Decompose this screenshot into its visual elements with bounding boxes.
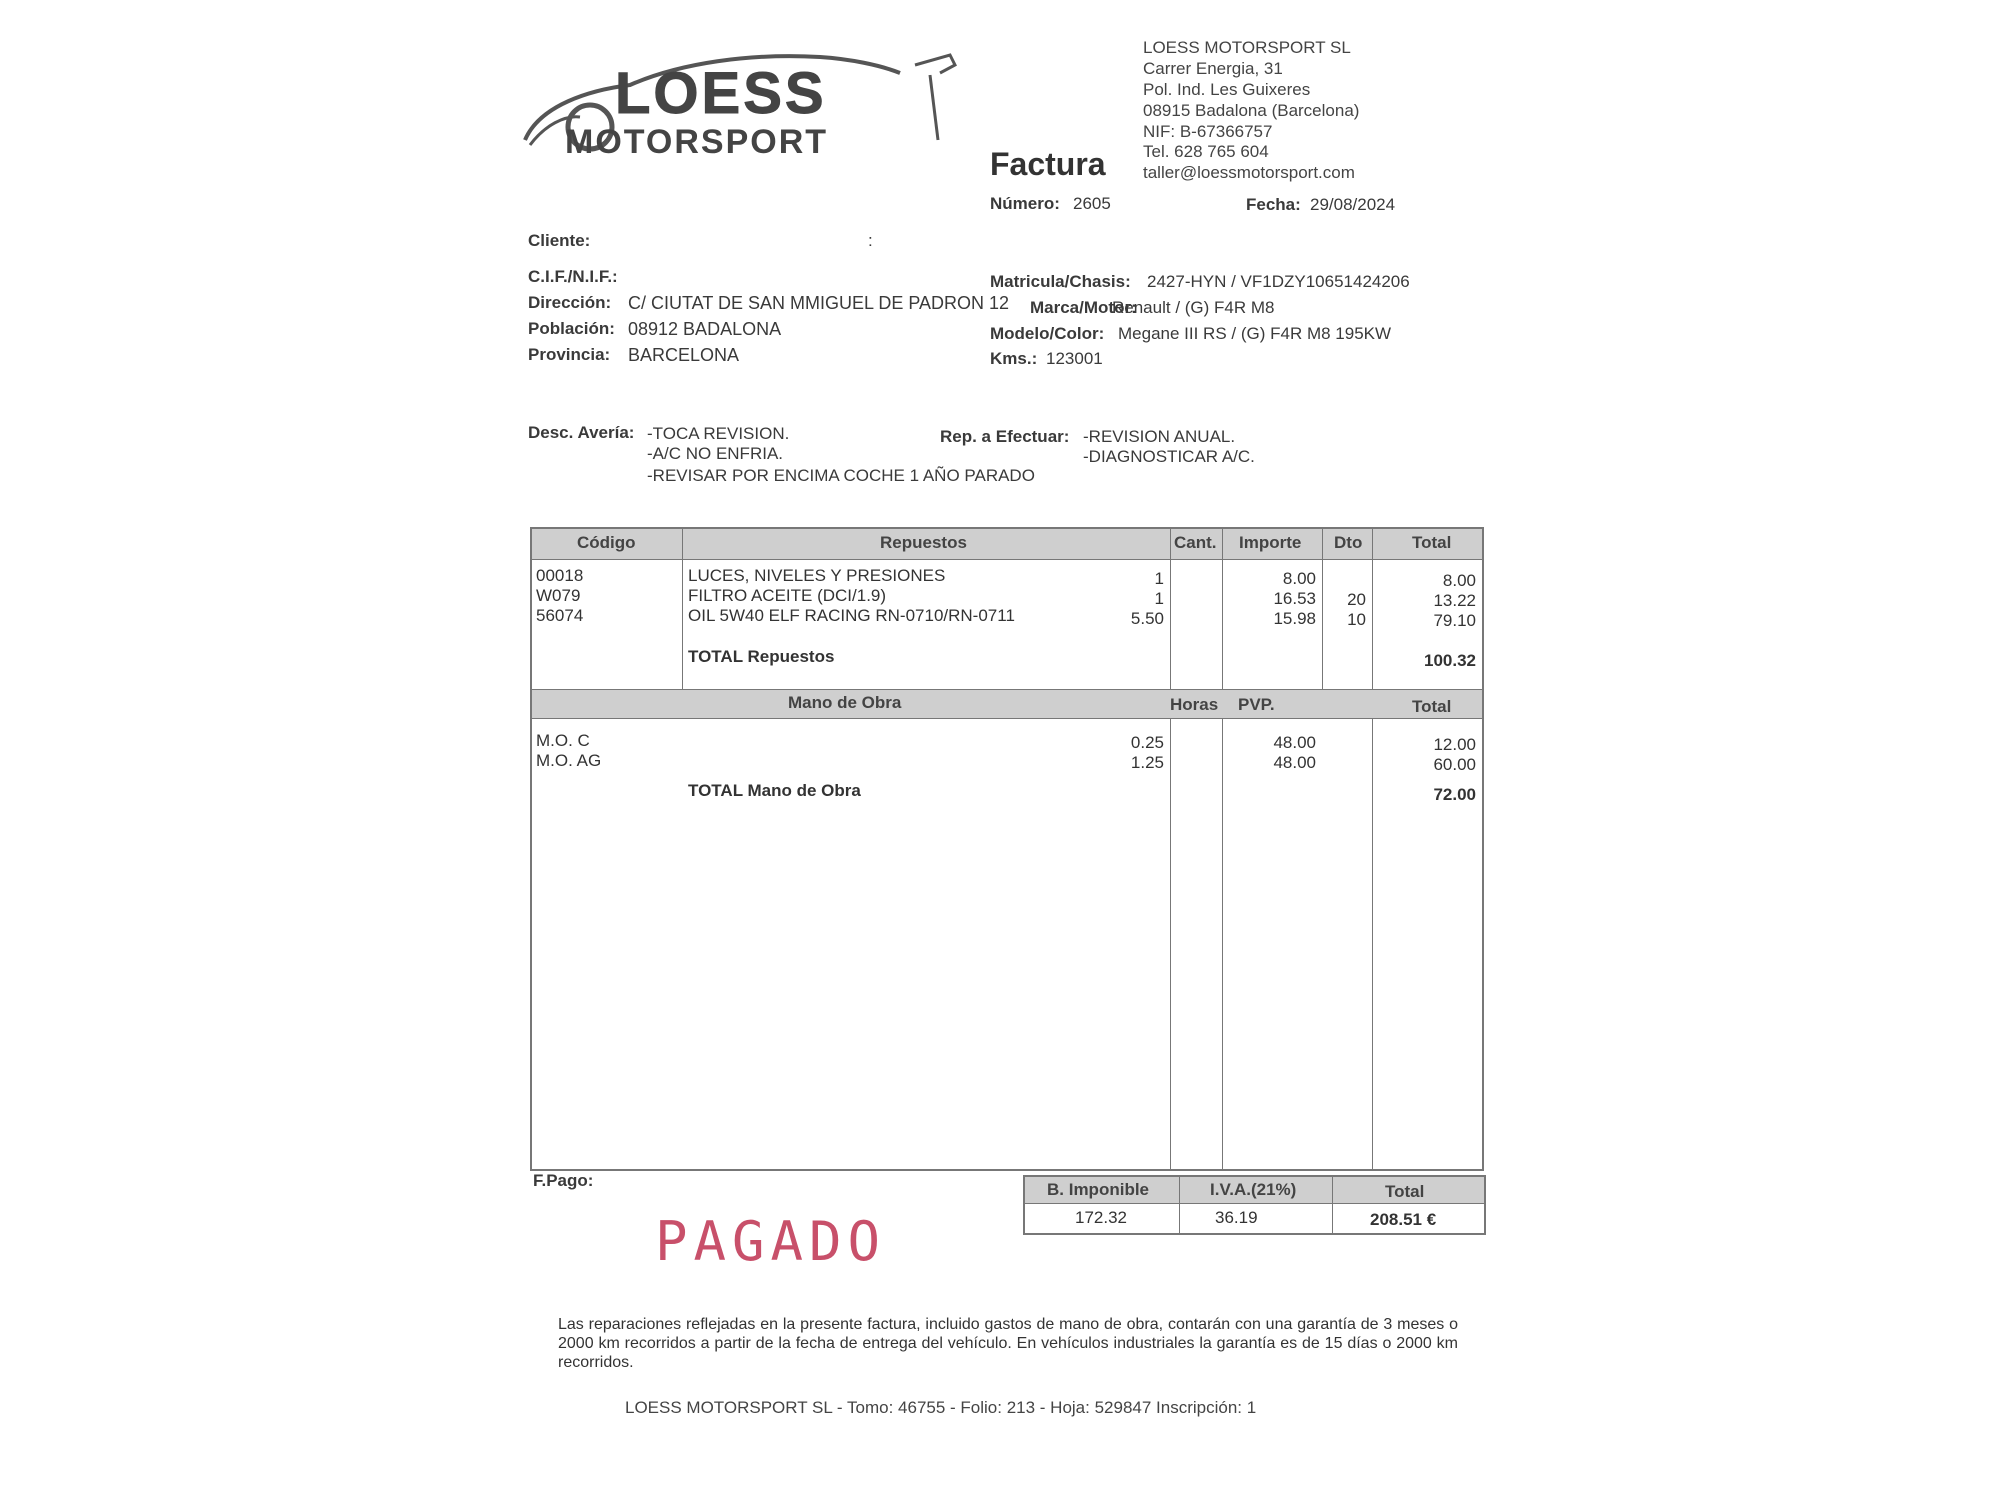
- provincia-label: Provincia:: [528, 345, 611, 364]
- mo-row-2-total: 60.00: [1433, 755, 1476, 774]
- row-1-desc: LUCES, NIVELES Y PRESIONES: [688, 566, 946, 585]
- total-repuestos-value: 100.32: [1424, 651, 1476, 670]
- total-mano-obra-value: 72.00: [1433, 785, 1476, 804]
- header-importe: Importe: [1239, 533, 1302, 552]
- paid-stamp: PAGADO: [655, 1210, 887, 1273]
- totals-header: [1025, 1177, 1484, 1204]
- totals-total-label: Total: [1385, 1182, 1425, 1201]
- svg-text:MOTORSPORT: MOTORSPORT: [565, 123, 829, 161]
- row-1-importe: 8.00: [1282, 569, 1316, 588]
- fpago-label: F.Pago:: [533, 1171, 594, 1190]
- row-1-total: 8.00: [1442, 571, 1476, 590]
- invoice-date: 29/08/2024: [1310, 195, 1396, 214]
- mo-row-1-horas: 0.25: [1130, 733, 1164, 752]
- header-total: Total: [1412, 533, 1452, 552]
- averia-line-3: -REVISAR POR ENCIMA COCHE 1 AÑO PARADO: [647, 466, 1035, 485]
- modelo-label: Modelo/Color:: [990, 324, 1105, 343]
- base-value: 172.32: [1075, 1208, 1127, 1227]
- averia-label: Desc. Avería:: [528, 423, 635, 442]
- company-name: LOESS MOTORSPORT SL: [1143, 38, 1351, 57]
- total-mano-obra-label: TOTAL Mano de Obra: [688, 781, 861, 800]
- averia-line-2: -A/C NO ENFRIA.: [647, 444, 784, 463]
- footer-registry: LOESS MOTORSPORT SL - Tomo: 46755 - Folio: 213 - Hoja: 529847 Inscripción: 1: [625, 1398, 1257, 1417]
- cif-label: C.I.F./N.I.F.:: [528, 267, 618, 286]
- base-label: B. Imponible: [1047, 1180, 1149, 1199]
- repuestos-header: [532, 529, 1482, 560]
- reparacion-label: Rep. a Efectuar:: [940, 427, 1070, 446]
- kms-label: Kms.:: [990, 349, 1038, 368]
- marca-label: Marca/Motor:: [1030, 298, 1137, 317]
- iva-value: 36.19: [1215, 1208, 1258, 1227]
- reparacion-line-1: -REVISION ANUAL.: [1083, 427, 1236, 446]
- mo-row-1-pvp: 48.00: [1273, 733, 1316, 752]
- invoice-number-label: Número:: [990, 194, 1060, 213]
- modelo-value: Megane III RS / (G) F4R M8 195KW: [1118, 324, 1392, 343]
- company-email: taller@loessmotorsport.com: [1143, 163, 1355, 182]
- company-address-3: 08915 Badalona (Barcelona): [1143, 101, 1360, 120]
- iva-label: I.V.A.(21%): [1210, 1180, 1297, 1199]
- mo-row-2-codigo: M.O. AG: [536, 751, 602, 770]
- header-mo-total: Total: [1412, 697, 1452, 716]
- row-3-dto: 10: [1347, 610, 1366, 629]
- row-2-codigo: W079: [536, 586, 581, 605]
- mo-row-2-horas: 1.25: [1130, 753, 1164, 772]
- company-address-2: Pol. Ind. Les Guixeres: [1143, 80, 1311, 99]
- provincia-value: BARCELONA: [628, 345, 740, 365]
- row-2-importe: 16.53: [1273, 589, 1316, 608]
- totals-table: [1023, 1175, 1486, 1235]
- total-repuestos-label: TOTAL Repuestos: [688, 647, 835, 666]
- header-repuestos: Repuestos: [880, 533, 967, 552]
- row-3-cant: 5.50: [1130, 609, 1164, 628]
- client-label: Cliente:: [528, 231, 591, 250]
- row-2-total: 13.22: [1433, 591, 1476, 610]
- direccion-value: C/ CIUTAT DE SAN MMIGUEL DE PADRON 12: [628, 293, 1010, 313]
- poblacion-label: Población:: [528, 319, 615, 338]
- header-cant: Cant.: [1174, 533, 1217, 552]
- car-silhouette-icon: [520, 45, 960, 165]
- company-tel: Tel. 628 765 604: [1143, 142, 1269, 161]
- invoice-number: 2605: [1073, 194, 1111, 213]
- row-1-cant: 1: [1154, 569, 1164, 588]
- kms-value: 123001: [1046, 349, 1103, 368]
- header-horas: Horas: [1170, 695, 1219, 714]
- row-1-codigo: 00018: [536, 566, 584, 585]
- poblacion-value: 08912 BADALONA: [628, 319, 782, 339]
- warranty-text: Las reparaciones reflejadas en la presente factura, incluido gastos de mano de obra, contarán con una garantía de 3 meses o 2000 km recorridos a partir de la fecha de entrega del vehículo. En vehículos industriales la garantía es de 15 días o 2000 km recorridos.: [558, 1316, 1458, 1371]
- row-3-desc: OIL 5W40 ELF RACING RN-0710/RN-0711: [688, 606, 1015, 625]
- averia-line-1: -TOCA REVISION.: [647, 424, 790, 443]
- total-value: 208.51 €: [1370, 1210, 1437, 1229]
- items-table: [530, 527, 1484, 1171]
- reparacion-line-2: -DIAGNOSTICAR A/C.: [1083, 447, 1255, 466]
- mo-row-1-total: 12.00: [1433, 735, 1476, 754]
- header-pvp: PVP.: [1238, 695, 1275, 714]
- invoice-title: Factura: [990, 146, 1106, 182]
- mano-obra-header: [532, 689, 1482, 719]
- svg-text:LOESS: LOESS: [615, 61, 827, 126]
- company-logo: [520, 45, 960, 165]
- row-3-codigo: 56074: [536, 606, 584, 625]
- matricula-value: 2427-HYN / VF1DZY10651424206: [1147, 272, 1410, 291]
- row-2-dto: 20: [1347, 590, 1366, 609]
- mo-row-2-pvp: 48.00: [1273, 753, 1316, 772]
- row-3-total: 79.10: [1433, 611, 1476, 630]
- header-dto: Dto: [1334, 533, 1363, 552]
- mo-row-1-codigo: M.O. C: [536, 731, 590, 750]
- company-address-1: Carrer Energia, 31: [1143, 59, 1283, 78]
- row-2-cant: 1: [1154, 589, 1164, 608]
- matricula-label: Matricula/Chasis:: [990, 272, 1131, 291]
- client-value: :: [868, 231, 873, 250]
- invoice-date-label: Fecha:: [1246, 195, 1301, 214]
- company-nif: NIF: B-67366757: [1143, 122, 1273, 141]
- row-2-desc: FILTRO ACEITE (DCI/1.9): [688, 586, 887, 605]
- header-mano-obra: Mano de Obra: [788, 693, 902, 712]
- marca-value: Renault / (G) F4R M8: [1112, 298, 1275, 317]
- direccion-label: Dirección:: [528, 293, 612, 312]
- row-3-importe: 15.98: [1273, 609, 1316, 628]
- header-codigo: Código: [577, 533, 636, 552]
